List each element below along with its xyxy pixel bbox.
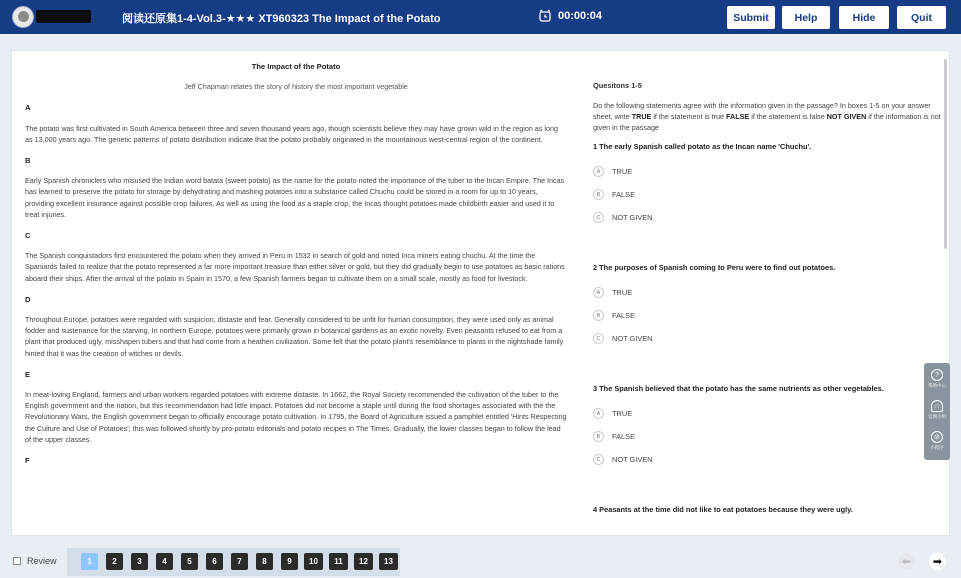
radio-button[interactable]: C: [593, 212, 604, 223]
test-title: 阅读还原集1-4-Vol.3-★★★ XT960323 The Impact of the Potato: [122, 13, 441, 25]
passage-paragraph: The Spanish conquistadors first encountered the potato when they arrived in Peru in 1532 in search of gold and noted Inca miners eating chuchu. At the time the Spaniards failed to realize that the potato represented a far more important treasure than either silver or gold, but they did gradually begin to use potatoes as basic rations aboard their ships. After the arrival of the potato in Spain in 1570, a few Spanish farmers began to cultivate them on a small scale, mostly as food for livestock.: [25, 251, 565, 283]
option-not-given[interactable]: C NOT GIVEN: [593, 327, 943, 350]
page-button[interactable]: 11: [329, 553, 348, 570]
radio-button[interactable]: B: [593, 431, 604, 442]
prev-arrow-icon[interactable]: ⬅: [898, 553, 915, 570]
question-1: [593, 142, 943, 229]
quit-button[interactable]: Quit: [897, 6, 946, 29]
headset-icon: ∩: [931, 400, 943, 412]
radio-button[interactable]: A: [593, 408, 604, 419]
review-toggle[interactable]: [13, 556, 57, 566]
page-button[interactable]: 9: [281, 553, 298, 570]
question-text: 1 The early Spanish called potato as the Incan name 'Chuchu'.: [593, 142, 812, 151]
question-4: [593, 505, 943, 514]
next-arrow-icon[interactable]: ➡: [929, 553, 946, 570]
passage-paragraph: In meat-loving England, farmers and urban workers regarded potatoes with extreme distaste. In 1662, the Royal Society recommended the cultivation of the tuber to the English government and the nation, but this recommendation had little impact. Potatoes did not become a staple until during the food shortages associated with the the Revolutionary Wars, the English government began to officially encourage potato cultivation. In 1795, the Board of Agriculture issued a pamphlet entitled 'Hints Respecting the Culture and Use of Potatoes'; this was followed shortly by pro-potato editorials and potato recipes in The Times. Gradually, the lower classes began to follow the lead of the upper classes.: [25, 390, 567, 444]
passage-pane[interactable]: [12, 51, 580, 535]
page-button[interactable]: 13: [379, 553, 398, 570]
page-button[interactable]: 2: [106, 553, 123, 570]
question-text: 3 The Spanish believed that the potato has the same nutrients as other vegetables.: [593, 384, 884, 393]
questions-scrollbar[interactable]: [944, 59, 947, 249]
top-bar: [0, 0, 961, 34]
passage-title: The Impact of the Potato: [251, 62, 341, 71]
timer-value: 00:00:04: [558, 10, 603, 22]
section-letter: C: [25, 231, 31, 241]
section-letter: F: [25, 456, 30, 466]
radio-button[interactable]: C: [593, 454, 604, 465]
bottom-bar: [0, 544, 961, 578]
question-2: [593, 263, 943, 350]
page-button[interactable]: 8: [256, 553, 273, 570]
passage-subtitle: Jeff Chapman relates the story of history the most important vegetable: [184, 82, 408, 92]
page-button[interactable]: 12: [354, 553, 373, 570]
option-false[interactable]: B FALSE: [593, 183, 943, 206]
question-navigator: [67, 548, 400, 576]
question-text: 2 The purposes of Spanish coming to Peru were to find out potatoes.: [593, 263, 836, 272]
option-false[interactable]: B FALSE: [593, 425, 943, 448]
option-true[interactable]: A TRUE: [593, 281, 943, 304]
question-icon: ?: [931, 369, 943, 381]
page-button[interactable]: 5: [181, 553, 198, 570]
help-button[interactable]: Help: [782, 6, 830, 29]
radio-button[interactable]: A: [593, 287, 604, 298]
page-button[interactable]: 7: [231, 553, 248, 570]
section-letter: E: [25, 369, 31, 379]
radio-button[interactable]: C: [593, 333, 604, 344]
option-true[interactable]: A TRUE: [593, 160, 943, 183]
option-not-given[interactable]: C NOT GIVEN: [593, 206, 943, 229]
avatar[interactable]: [12, 6, 34, 28]
compass-icon: ⊘: [931, 431, 943, 443]
radio-button[interactable]: B: [593, 310, 604, 321]
page-button[interactable]: 6: [206, 553, 223, 570]
help-center-tool[interactable]: ? 帮助中心: [924, 365, 950, 395]
page-button[interactable]: 4: [156, 553, 173, 570]
section-letter: D: [25, 294, 31, 304]
review-label: Review: [27, 556, 57, 566]
page-button[interactable]: 3: [131, 553, 148, 570]
section-letter: A: [25, 103, 31, 113]
passage-paragraph: The potato was first cultivated in South America between three and seven thousand years ago, though scientists believe they may have grown wild in the region as long as 13,000 years ago. The genetic patterns of potato distribution indicate that the potato probably originated in the mountainous west-central region of the continent.: [25, 123, 558, 144]
option-true[interactable]: A TRUE: [593, 402, 943, 425]
page-button[interactable]: 1: [81, 553, 98, 570]
submit-button[interactable]: Submit: [727, 6, 775, 29]
side-toolbar: [924, 363, 950, 460]
option-not-given[interactable]: C NOT GIVEN: [593, 448, 943, 471]
hide-button[interactable]: Hide: [839, 6, 889, 29]
clock-icon: [538, 9, 552, 23]
radio-button[interactable]: A: [593, 166, 604, 177]
review-checkbox[interactable]: [13, 557, 21, 565]
question-text: 4 Peasants at the time did not like to eat potatoes because they were ugly.: [593, 505, 853, 514]
passage-paragraph: Throughout Europe, potatoes were regarded with suspicion, distaste and fear. Generally considered to be unfit for human consumption, they were used only as animal fodder and sustenance for the starving. In northern Europe, potatoes were primarily grown in botanical gardens as an exotic novelty. Even peasants refused to eat from a plant that produced ugly, misshapen tubers and that had come from a heathen civilization. Some felt that the potato plant's resemblance to plants in the nightshade family hinted that it was the creation of witches or devils.: [25, 315, 564, 358]
mini-program-tool[interactable]: ⊘ 小程序: [924, 427, 950, 457]
questions-heading: Quesitons 1-5: [593, 81, 642, 90]
username: [36, 10, 91, 23]
section-letter: B: [25, 156, 31, 166]
group-tool[interactable]: ∩ 官网小组: [924, 396, 950, 426]
radio-button[interactable]: B: [593, 189, 604, 200]
timer: [538, 9, 602, 23]
main-panel: [11, 50, 950, 536]
questions-instruction: Do the following statements agree with the information given in the passage? In boxes 1-5 on your answer sheet, write TRUE if the statement is true FALSE if the statement is false NOT GIVEN if the information is not given in the passage: [593, 101, 941, 132]
questions-pane[interactable]: [591, 51, 943, 535]
option-false[interactable]: B FALSE: [593, 304, 943, 327]
passage-paragraph: Early Spanish chroniclers who misused the Indian word batata (sweet potato) as the name for the potato noted the importance of the tuber to the Incan Empire. The Incas has learned to preserve the potato for storage by dehydrating and mashing potatoes into a substance called Chuchu could be stored in a room for up to 10 years, providing excellent insurance against possible crop failures. As well as using the food as a staple crop, the Incas thought potatoes made childbirth easier and used it to treat injuries.: [25, 176, 565, 219]
page-button[interactable]: 10: [304, 553, 323, 570]
question-3: [593, 384, 943, 471]
